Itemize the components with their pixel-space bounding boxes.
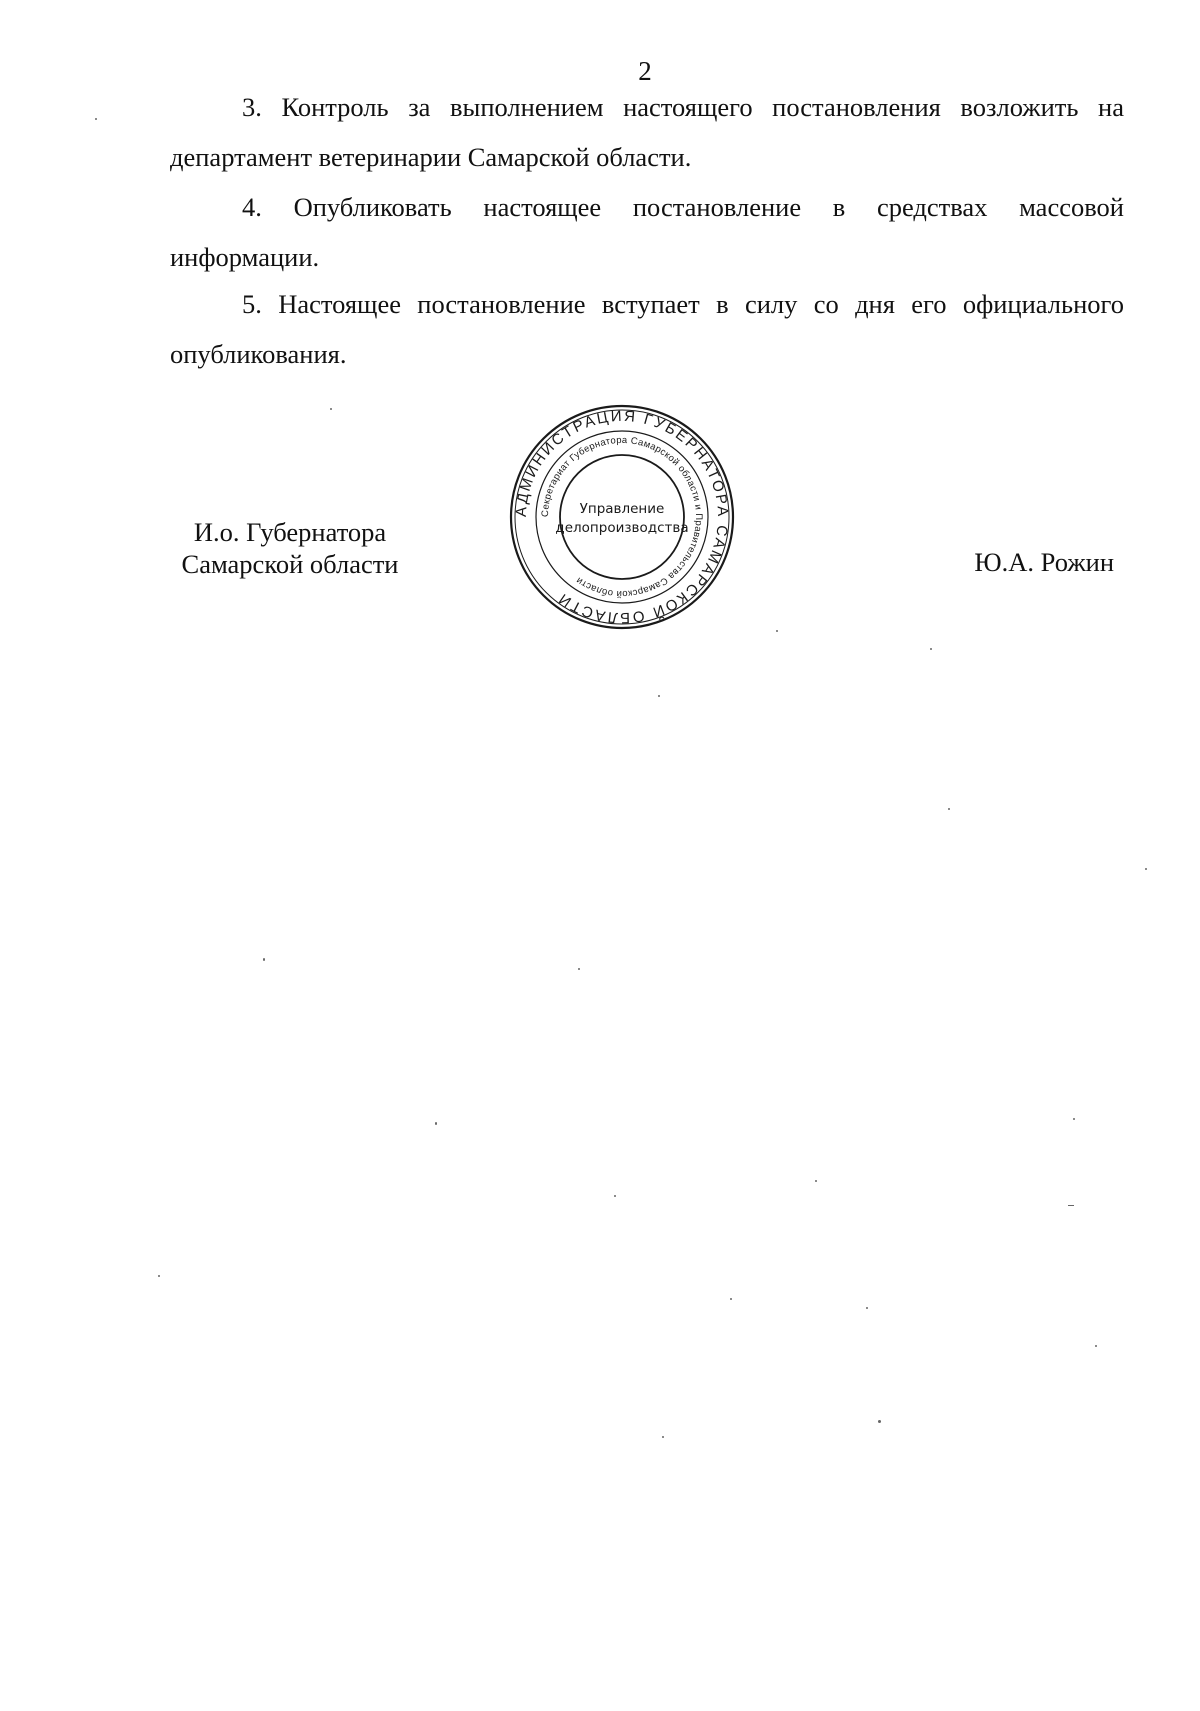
signatory-name: Ю.А. Рожин: [974, 547, 1114, 577]
page-number: 2: [638, 56, 652, 86]
seal-outer-text: АДМИНИСТРАЦИЯ ГУБЕРНАТОРА САМАРСКОЙ ОБЛАСТИ: [512, 407, 732, 627]
scan-speck: [95, 118, 97, 120]
scan-speck: [578, 968, 580, 970]
scan-speck: [1068, 1205, 1074, 1206]
scan-speck: [662, 1436, 664, 1438]
scan-speck: [1095, 1345, 1097, 1347]
scan-speck: [815, 1180, 817, 1182]
scan-speck: [158, 1275, 160, 1277]
scan-speck: [776, 630, 778, 632]
scan-speck: [330, 408, 332, 410]
seal-center-line1: Управление: [579, 501, 665, 517]
signatory-position: [170, 516, 410, 580]
scan-speck: [1145, 868, 1147, 870]
seal-center-line2: делопроизводства: [555, 520, 689, 536]
official-seal: [508, 403, 736, 631]
scan-speck: [948, 808, 950, 810]
scan-speck: [614, 1195, 616, 1197]
scan-speck: [263, 958, 265, 961]
scan-speck: [435, 1122, 437, 1125]
scan-speck: [730, 1298, 732, 1300]
scan-speck: [1073, 1118, 1075, 1120]
scan-speck: [930, 648, 932, 650]
signatory-position-line2: Самарской области: [181, 549, 399, 579]
seal-inner-text: Секретариат Губернатора Самарской области и Правительства Самарской области: [539, 434, 705, 600]
scan-speck: [878, 1420, 881, 1423]
paragraph-5: 5. Настоящее постановление вступает в силу со дня его официального опубликования.: [170, 289, 1124, 369]
seal-middle-ring: [536, 431, 708, 603]
signatory-position-line1: И.о. Губернатора: [193, 517, 387, 547]
paragraph-4: 4. Опубликовать настоящее постановление в средствах массовой информации.: [170, 192, 1124, 272]
scan-speck: [866, 1307, 868, 1309]
scan-speck: [658, 695, 660, 697]
paragraph-3: 3. Контроль за выполнением настоящего постановления возложить на департамент ветеринарии Самарской области.: [170, 92, 1124, 172]
seal-inner-ring: [560, 455, 684, 579]
